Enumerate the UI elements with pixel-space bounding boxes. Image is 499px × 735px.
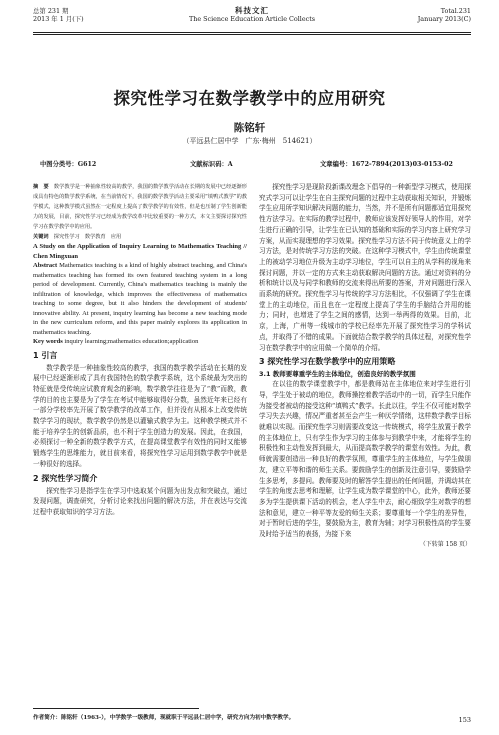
- issue-total-en: Total.231: [440, 7, 471, 15]
- header-rule-bottom: [33, 34, 471, 35]
- article-title: 探究性学习在数学教学中的应用研究: [113, 89, 386, 108]
- english-abstract-text: Mathematics teaching is a kind of highly abstract teaching, and China's mathematics teaching has formed its own featured teaching system in a long period of development. Currently, China's mathematics teaching is mainly the infiltration of knowledge, which improves the effectiveness of mathematics teaching to some degree, but it also hinders the development of students' innovative ability. At present, inquiry learning has become a new teaching mode in the new curriculum reform, and this paper mainly explores its application in mathematics teaching.: [33, 262, 248, 336]
- author-affiliation: （平远县仁居中学 广东·梅州 514621）: [182, 137, 317, 145]
- issue-date-en: January 2013(C): [417, 15, 471, 23]
- section-1-body: 数学教学是一种抽象性较高的教学，我国的数学教学活动在长期的发展中已经逐渐形成了具有我国特色的数学教学系统，这个系统最为突出的特征就是受传统应试教育观念的影响，数学教学往往是为了“教”而教，教学的目的也主要是为了学生在考试中能够取得好分数，虽然近年来已经有一部分学校率先开展了数学教学的改革工作，但并没有从根本上改变传统数学学习的现状，数学教学仍然是以灌输式教学为主。这种教学模式并不能于培养学生的创新品质，也不利于学生创造力的发展。因此，在我国，必须探讨一种全新的数学教学方式，在提高课堂教学有效性的同时又能够锻炼学生的思维能力，就目前来看，将探究性学习运用到数学教学中就是一种很好的选择。: [33, 363, 247, 468]
- header-right: [418, 7, 471, 23]
- english-abstract: [33, 261, 247, 337]
- continued-note: （下转第 158 页）: [419, 540, 471, 548]
- english-keywords-label: Key words: [33, 338, 63, 345]
- keywords-label: 关键词: [33, 234, 49, 240]
- journal-english-name: The Science Education Article Collects: [188, 15, 316, 23]
- header-center: [33, 7, 471, 23]
- chinese-abstract: [33, 182, 247, 232]
- section-2-body: 探究性学习是指学生在学习中选取某个问题为出发点和突破点，通过发现问题，调查研究，分析讨论来找出问题的解决方法，并在表达与交流过程中获取知识的学习方法。: [33, 486, 247, 516]
- journal-name: 科技文汇: [235, 6, 269, 15]
- english-keywords-text: inquiry learning;mathematics education;application: [64, 338, 199, 345]
- abstract-label: 摘 要: [33, 184, 49, 190]
- page-number: 153: [458, 716, 471, 724]
- document-code: 文献标识码：A: [190, 161, 233, 168]
- footnote-rule: [33, 708, 199, 709]
- right-column: [259, 182, 471, 550]
- english-keywords: [33, 337, 247, 347]
- english-abstract-label: Abstract: [33, 262, 58, 269]
- chinese-keywords: [33, 232, 247, 242]
- section-3-heading: 3 探究性学习在数学教学中的应用策略: [259, 357, 396, 367]
- section-2-continued: 探究性学习是现阶段新课改理念下倡导的一种新型学习模式，使用探究式学习可以让学生在自主探究问题的过程中主动获取相关知识，并锻炼学生应用所学知识解决问题的能力，当然，并不是所有问题都适宜用探究性方法学习。在实际的教学过程中，教师应该发挥好领导人的作用，对学生进行正确的引导，让学生在已认知的基础和实际的学习内容上研究学习方案，从而实现理想的学习效果。探究性学习方法不同于传统意义上的学习方法，是对传统学习方法的突破。在这种学习模式中，学生由传统课堂上的被动学习地位升级为主动学习地位，学生可以自主的从学科的视角来探讨问题，并以一定的方式来主动获取解决问题的方法。通过对资料的分析和统计以及与同学和教师的交流来得出所要的答案，并对问题进行深入而系统的研究。探究性学习与传统的学习方法相比，不仅强调了学生在课堂上的主动地位，而且也在一定程度上提高了学生的手脑结合并用的能力；同时，也增进了学生之间的感情，达到一举两得的效果。目前，北京，上海，广州等一线城市的学校已经率先开展了探究性学习的学科试点，并取得了不错的成果。下面就结合数学教学的具体过程，对探究性学习在数学教学中的应用做一个简单的介绍。: [259, 183, 471, 352]
- article-number: 文章编号：1672-7894(2013)03-0153-02: [320, 161, 453, 168]
- article-author: 陈铭轩: [233, 122, 266, 134]
- author-footnote: 作者简介：陈铭轩（1963-），中学数学一级教师，现就职于平远县仁居中学，研究方向为初中数学教学。: [33, 715, 295, 721]
- issue-total: 总第 231 期: [33, 7, 69, 15]
- header-rule-top: [33, 32, 471, 33]
- abstract-text: 数学教学是一种抽象性较高的教学，我国的数学教学活动在长期的发展中已经逐渐形成具有特色的数学教学系统，在当前情况下，我国的数学教学活动主要采用“填鸭式教学”的教学模式，这种教学模式虽然在一定程度上提高了数学教学的有效性，但是也压制了学生创新能力的发展，目前，探究性学习已经成为教学改革中比较重要的一种方式，本文主要探讨探究性学习在数学教学中的应用。: [33, 184, 247, 230]
- section-3-1-heading: 3.1 教师要尊重学生的主体地位，创造良好的教学氛围: [259, 370, 416, 379]
- section-2-heading: 2 探究性学习简介: [33, 473, 98, 483]
- section-3-1-body: 在以往的数学课堂教学中，都是教师站在主体地位来对学生进行引导，学生处于被动的地位，教师操控着教学活动中的一切，而学生只能作为接受者被动的接受这种“填鸭式”教学。长此以往，学生不仅可能对数学学习失去兴趣，情况严重者甚至会产生一种厌学情绪，这样数学教学目标就难以实现。而探究性学习则需要改变这一传统模式，将学生放置于教学的主体地位上，只有学生作为学习的主体参与到教学中来，才能将学生的积极性和主动性发挥到最大，从而提高数学教学的课堂有效性。为此，教师就需要创造出一种良好的教学氛围，尊重学生的主体地位，与学生做朋友，建立平等和谐的师生关系。要鼓励学生的创新及注意引导，要鼓励学生多思考，多提问。教师要及时的解答学生提出的任何问题，并调动其在学生的角度去思考和理解，让学生成为数学课堂的中心，此外，教师还要多为学生提供课下活动的机会，老人学生中去，耐心细致学生对数学的想法和意见，建立一种平等友爱的师生关系；要尊重每一个学生的差异性，对于暂时后进的学生，要鼓励为主，教育为辅；对学习积极性高的学生要及时给予适当的表扬，为接下来: [259, 380, 471, 539]
- left-column: [33, 182, 247, 518]
- clc-number: 中图分类号：G612: [40, 161, 97, 168]
- issue-date: 2013 年 1 月(下): [33, 15, 84, 23]
- running-header: [33, 7, 471, 31]
- keywords-text: 探究性学习 数学教育 应用: [53, 234, 122, 240]
- section-1-heading: 1 引言: [33, 350, 58, 360]
- english-title: A Study on the Application of Inquiry Learning to Mathematics Teaching // Chen Mingxuan: [33, 243, 247, 260]
